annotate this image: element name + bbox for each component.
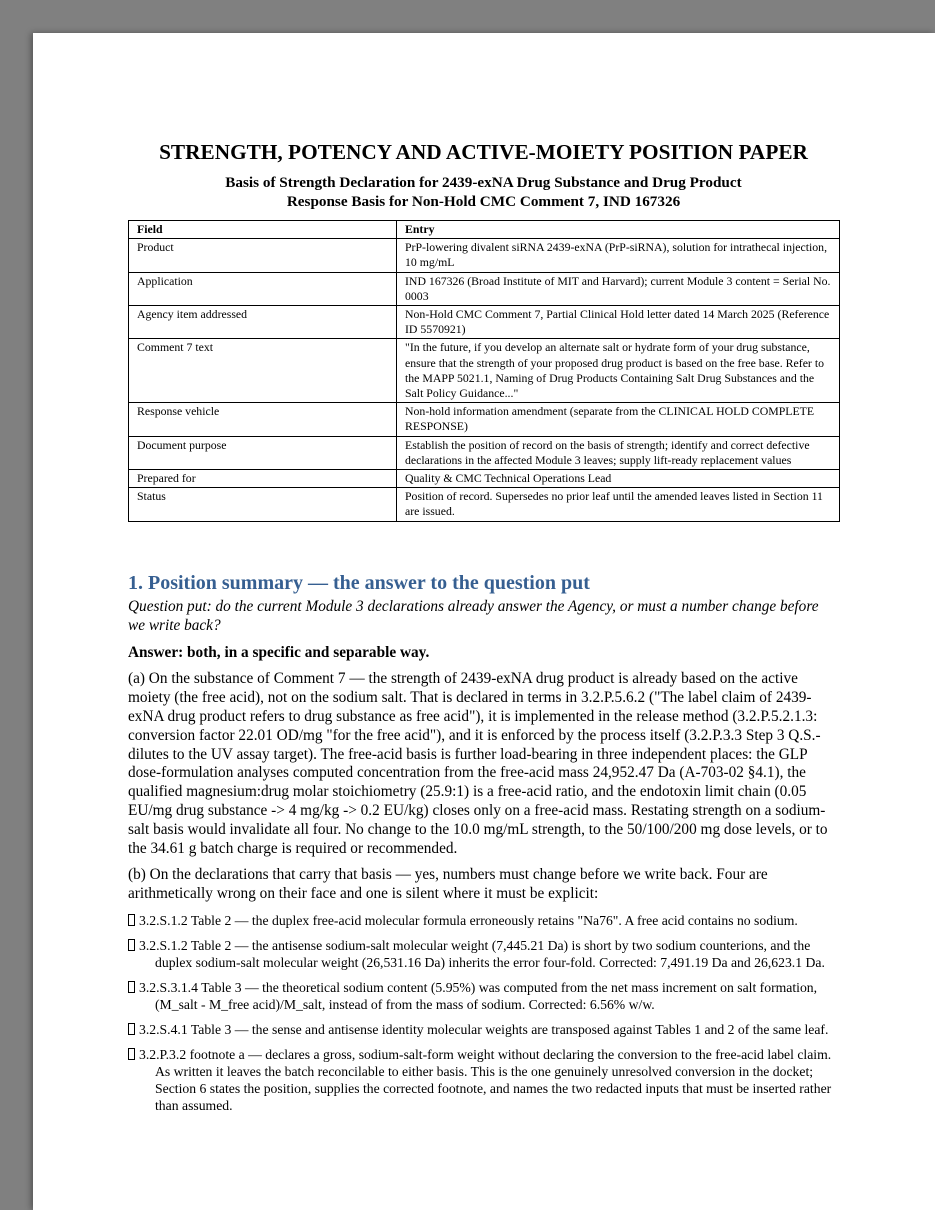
row-entry: IND 167326 (Broad Institute of MIT and Harvard); current Module 3 content = Serial No. 0003 xyxy=(397,272,840,305)
list-item-text: 3.2.P.3.2 footnote a — declares a gross, sodium-salt-form weight without declaring the conversion to the free-acid label claim. As written it leaves the batch reconcilable to either basis. This is the one genuinely unresolved conversion in the docket; Section 6 states the position, supplies the corrected footnote, and names the two redacted inputs that must be inserted rather than assumed. xyxy=(139,1046,832,1113)
row-entry: PrP-lowering divalent siRNA 2439-exNA (PrP-siRNA), solution for intrathecal injection, 10 mg/mL xyxy=(397,239,840,272)
paragraph-b: (b) On the declarations that carry that basis — yes, numbers must change before we write back. Four are arithmetically wrong on their face and one is silent where it must be explicit: xyxy=(128,866,768,903)
list-item xyxy=(128,1021,839,1038)
row-field: Response vehicle xyxy=(129,403,397,436)
list-item-text: 3.2.S.1.2 Table 2 — the antisense sodium-salt molecular weight (7,445.21 Da) is short by two sodium counterions, and the duplex sodium-salt molecular weight (26,531.16 Da) inherits the error four-fold. Corrected: 7,491.19 Da and 26,623.1 Da. xyxy=(139,937,825,970)
row-entry: Quality & CMC Technical Operations Lead xyxy=(397,470,840,488)
row-entry: "In the future, if you develop an alternate salt or hydrate form of your drug substance, ensure that the strength of your proposed drug product is based on the free base. Refer to the MAPP 5021.1, Naming of Drug Products Containing Salt Drug Substances and the Salt Policy Guidance..." xyxy=(397,339,840,403)
row-entry: Position of record. Supersedes no prior leaf until the amended leaves listed in Section 11 are issued. xyxy=(397,488,840,521)
list-item xyxy=(128,1046,839,1114)
row-entry: Establish the position of record on the basis of strength; identify and correct defective declarations in the affected Module 3 leaves; supply lift-ready replacement values xyxy=(397,436,840,469)
table-row xyxy=(129,272,840,305)
missing-glyph-icon xyxy=(128,1048,135,1060)
paragraph-a: (a) On the substance of Comment 7 — the strength of 2439-exNA drug product is already based on the active moiety (the free acid), not on the sodium salt. That is declared in terms in 3.2.P.5.6.2 ("The label claim of 2439-exNA drug product refers to drug substance as free acid"), it is implemented in the release method (3.2.P.5.2.1.3: conversion factor 22.01 OD/mg "for the free acid"), and it is enforced by the process itself (3.2.P.3.3 Step 3 Q.S.-dilutes to the UV assay target). The free-acid basis is further load-bearing in three independent places: the GLP dose-formulation analyses computed concentration from the free-acid mass 24,952.47 Da (A-703-02 §4.1), the qualified magnesium:drug molar stoichiometry (25.9:1) is a free-acid ratio, and the endotoxin limit chain (0.05 EU/mg drug substance -> 4 mg/kg -> 0.2 EU/kg) closes only on a free-acid mass. Restating strength on a sodium-salt basis would invalidate all four. No change to the 10.0 mg/mL strength, to the 50/100/200 mg dose levels, or to the 34.61 g batch charge is required or recommended. xyxy=(128,670,828,857)
document-subtitle xyxy=(128,173,839,211)
subtitle-line-1: Basis of Strength Declaration for 2439-exNA Drug Substance and Drug Product xyxy=(225,174,742,191)
correction-list xyxy=(128,912,839,1114)
missing-glyph-icon xyxy=(128,914,135,926)
row-field: Comment 7 text xyxy=(129,339,397,403)
table-header-row xyxy=(129,221,840,239)
section-body xyxy=(128,598,839,1122)
table-row xyxy=(129,239,840,272)
list-item-text: 3.2.S.4.1 Table 3 — the sense and antisense identity molecular weights are transposed against Tables 1 and 2 of the same leaf. xyxy=(139,1021,829,1037)
table-row xyxy=(129,436,840,469)
header-field: Field xyxy=(129,221,397,239)
section-heading: 1. Position summary — the answer to the question put xyxy=(128,572,590,594)
subtitle-line-2: Response Basis for Non-Hold CMC Comment 7, IND 167326 xyxy=(286,193,681,210)
missing-glyph-icon xyxy=(128,1023,135,1035)
list-item xyxy=(128,912,839,929)
row-field: Product xyxy=(129,239,397,272)
table-row xyxy=(129,488,840,521)
row-field: Application xyxy=(129,272,397,305)
missing-glyph-icon xyxy=(128,981,135,993)
list-item xyxy=(128,937,839,971)
list-item-text: 3.2.S.1.2 Table 2 — the duplex free-acid molecular formula erroneously retains "Na76". A free acid contains no sodium. xyxy=(139,912,798,928)
table-row xyxy=(129,470,840,488)
document-page xyxy=(33,33,935,1210)
list-item xyxy=(128,979,839,1013)
metadata-table xyxy=(128,220,840,522)
row-entry: Non-Hold CMC Comment 7, Partial Clinical Hold letter dated 14 March 2025 (Reference ID 5570921) xyxy=(397,306,840,339)
missing-glyph-icon xyxy=(128,939,135,951)
question-text: Question put: do the current Module 3 declarations already answer the Agency, or must a number change before we write back? xyxy=(128,598,819,634)
table-row xyxy=(129,339,840,403)
row-field: Agency item addressed xyxy=(129,306,397,339)
row-entry: Non-hold information amendment (separate from the CLINICAL HOLD COMPLETE RESPONSE) xyxy=(397,403,840,436)
row-field: Document purpose xyxy=(129,436,397,469)
answer-text: Answer: both, in a specific and separable way. xyxy=(128,643,430,661)
table-row xyxy=(129,306,840,339)
header-entry: Entry xyxy=(397,221,840,239)
row-field: Prepared for xyxy=(129,470,397,488)
document-title: STRENGTH, POTENCY AND ACTIVE-MOIETY POSITION PAPER xyxy=(159,140,808,164)
table-row xyxy=(129,403,840,436)
list-item-text: 3.2.S.3.1.4 Table 3 — the theoretical sodium content (5.95%) was computed from the net mass increment on salt formation, (M_salt - M_free acid)/M_salt, instead of from the mass of sodium. Corrected: 6.56% w/w. xyxy=(139,979,818,1012)
row-field: Status xyxy=(129,488,397,521)
